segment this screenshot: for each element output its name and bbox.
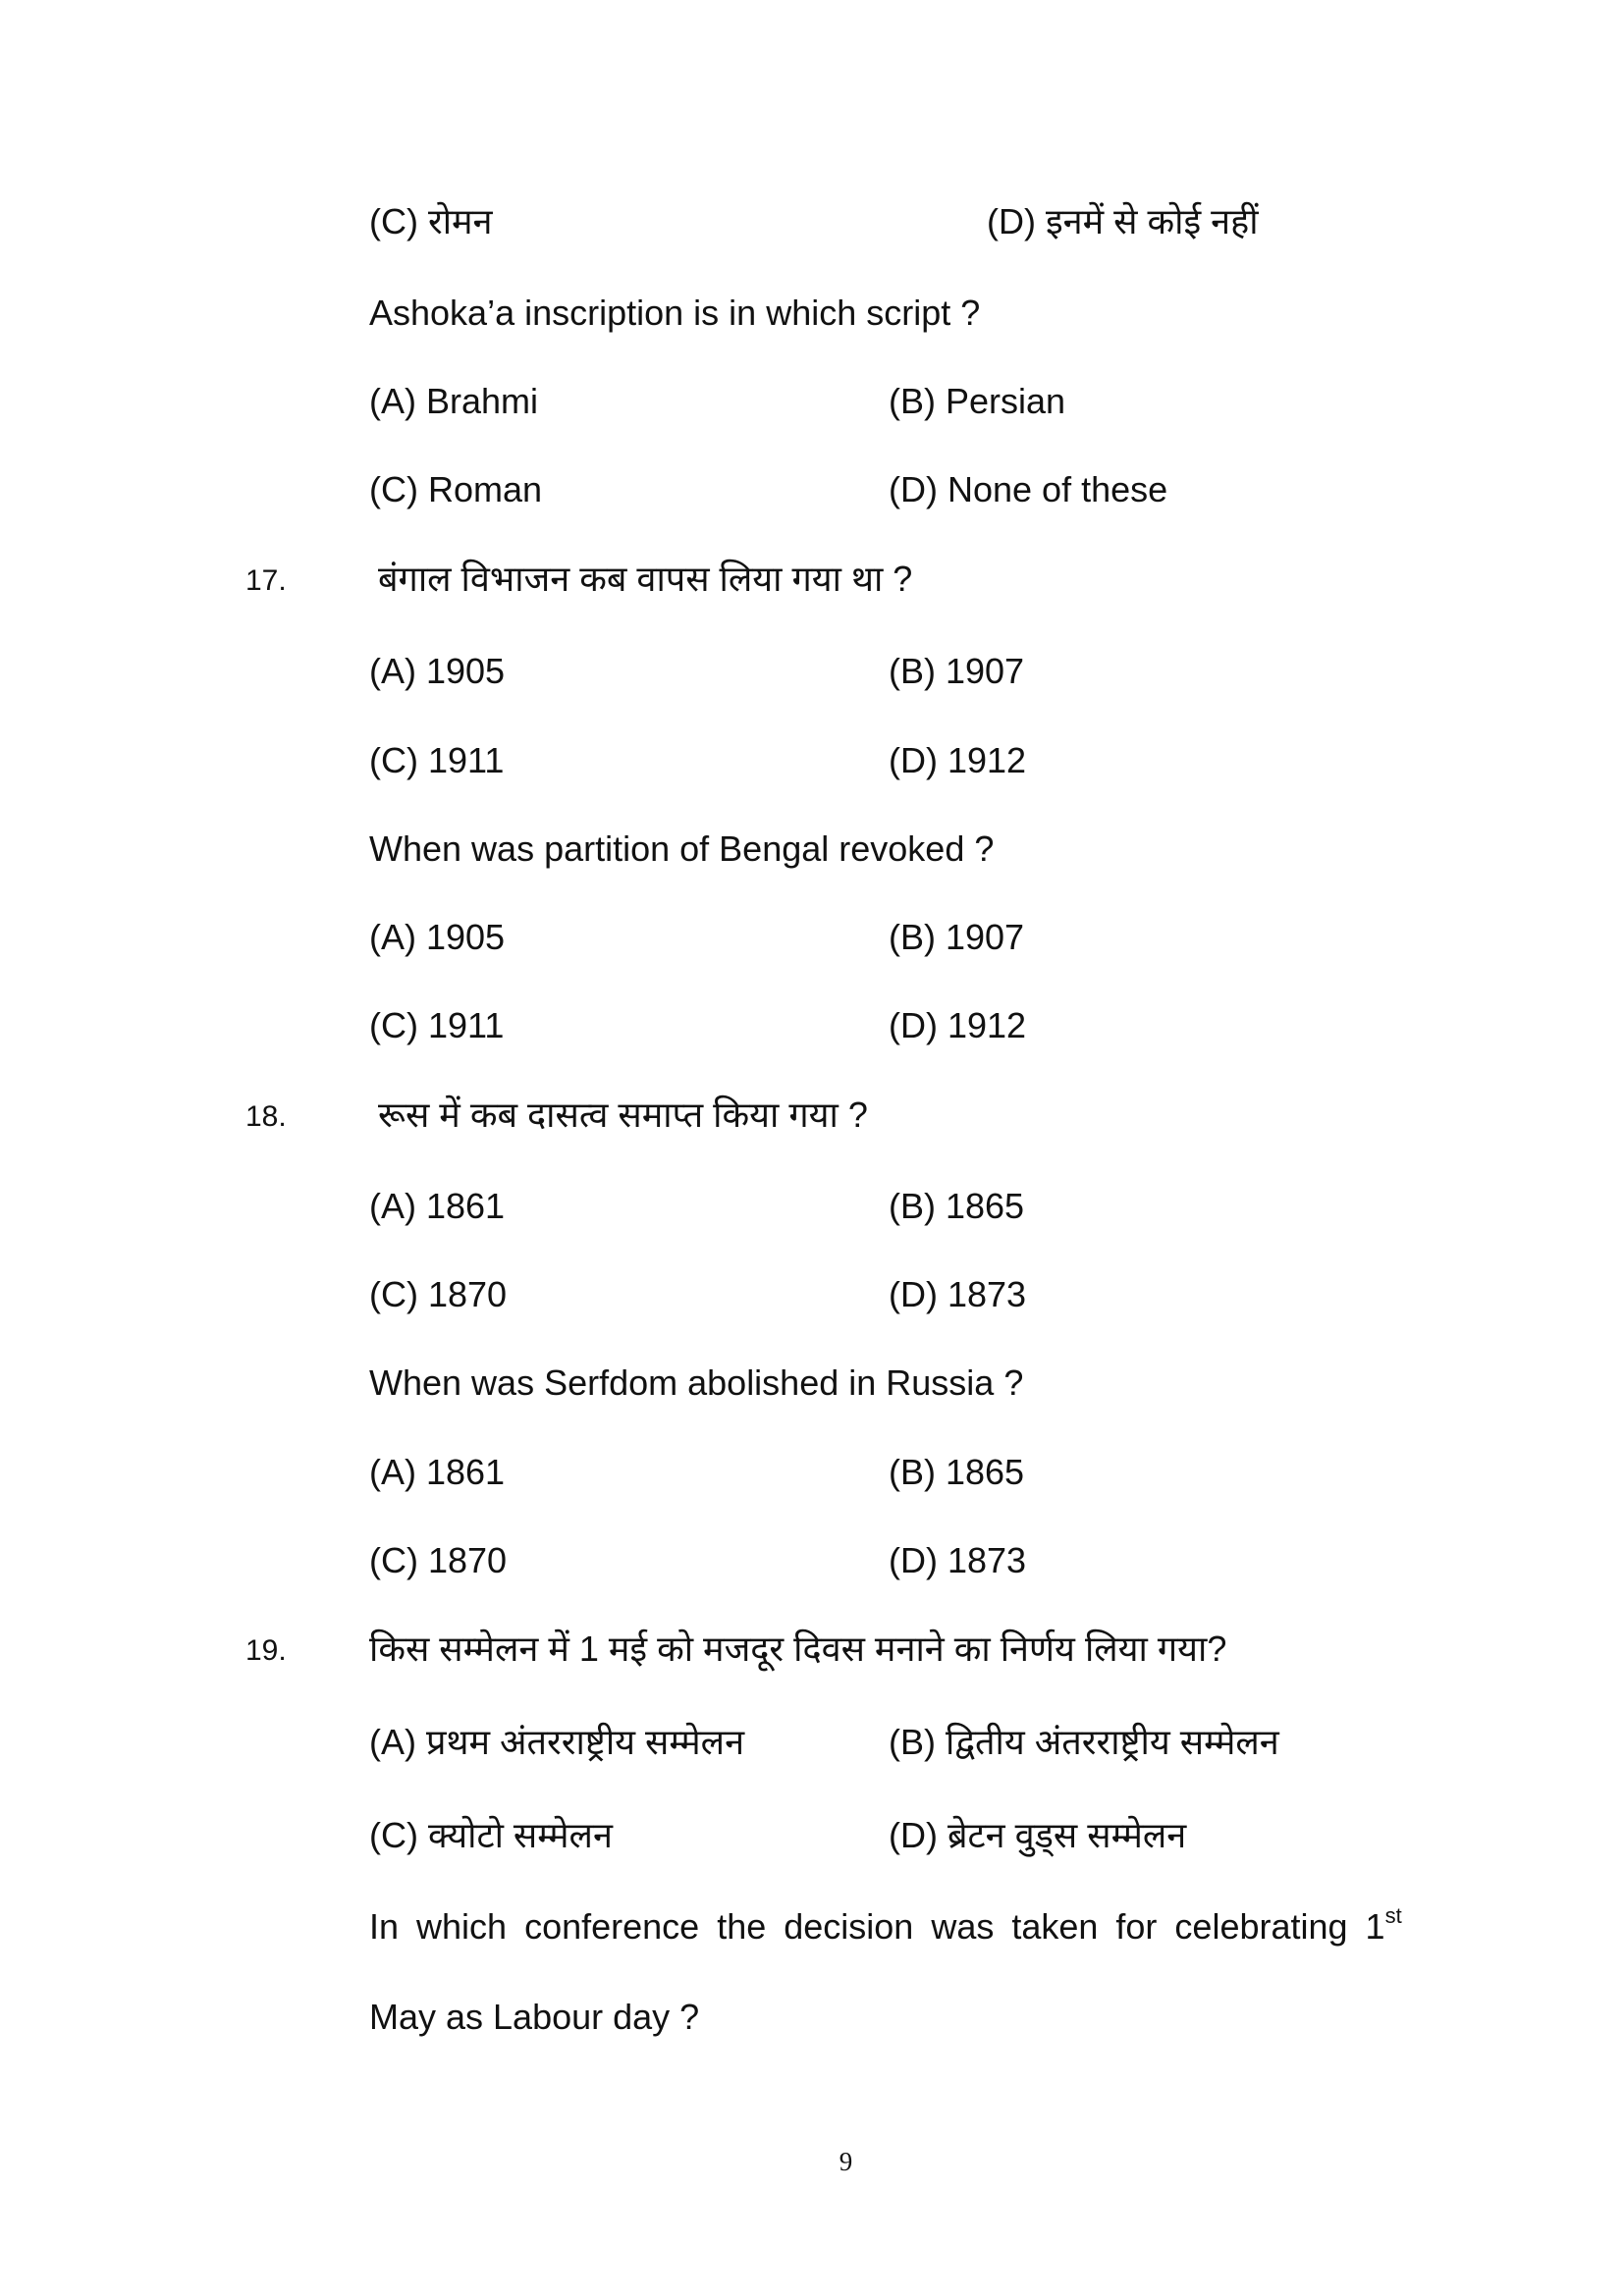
q19-hi-option-d: (D) ब्रेटन वुड्स सम्मेलन xyxy=(889,1815,1187,1855)
q18-number: 18. xyxy=(245,1100,287,1133)
q17-en-option-c: (C) 1911 xyxy=(369,1005,505,1045)
q16-hi-option-d: (D) इनमें से कोई नहीं xyxy=(987,201,1259,241)
q18-hi-option-b: (B) 1865 xyxy=(889,1186,1025,1226)
page-number: 9 xyxy=(839,2147,853,2176)
q19-en-question-line2: May as Labour day ? xyxy=(369,1997,700,2037)
q18-en-option-b: (B) 1865 xyxy=(889,1452,1025,1492)
q16-en-option-d: (D) None of these xyxy=(889,469,1168,509)
q16-en-option-a: (A) Brahmi xyxy=(369,381,539,421)
q18-hi-option-a: (A) 1861 xyxy=(369,1186,506,1226)
q17-hi-question: बंगाल विभाजन कब वापस लिया गया था ? xyxy=(378,559,913,599)
q19-hi-option-a: (A) प्रथम अंतरराष्ट्रीय सम्मेलन xyxy=(369,1722,745,1762)
q17-hi-option-d: (D) 1912 xyxy=(889,740,1027,780)
q17-number: 17. xyxy=(245,564,287,597)
q18-hi-option-d: (D) 1873 xyxy=(889,1274,1027,1314)
q17-en-question: When was partition of Bengal revoked ? xyxy=(369,828,995,869)
q17-en-option-d: (D) 1912 xyxy=(889,1005,1027,1045)
q19-hi-question: किस सम्मेलन में 1 मई को मजदूर दिवस मनाने का निर्णय लिया गया? xyxy=(369,1629,1227,1669)
q17-en-option-a: (A) 1905 xyxy=(369,917,506,957)
q16-hi-option-c: (C) रोमन xyxy=(369,201,493,241)
q18-hi-option-c: (C) 1870 xyxy=(369,1274,508,1314)
q19-hi-option-b: (B) द्वितीय अंतरराष्ट्रीय सम्मेलन xyxy=(889,1722,1279,1762)
q17-hi-option-b: (B) 1907 xyxy=(889,651,1025,691)
q18-hi-question: रूस में कब दासत्व समाप्त किया गया ? xyxy=(378,1095,868,1135)
q19-number: 19. xyxy=(245,1634,287,1667)
q18-en-option-a: (A) 1861 xyxy=(369,1452,506,1492)
q19-hi-option-c: (C) क्योटो सम्मेलन xyxy=(369,1815,613,1855)
q16-en-question: Ashoka’a inscription is in which script ? xyxy=(369,293,981,333)
q18-en-question: When was Serfdom abolished in Russia ? xyxy=(369,1362,1024,1403)
q17-en-option-b: (B) 1907 xyxy=(889,917,1025,957)
q18-en-option-c: (C) 1870 xyxy=(369,1540,508,1580)
q17-hi-option-a: (A) 1905 xyxy=(369,651,506,691)
q16-en-option-b: (B) Persian xyxy=(889,381,1066,421)
q16-en-option-c: (C) Roman xyxy=(369,469,543,509)
q19-en-question-line1 xyxy=(369,1903,1402,1947)
q18-en-option-d: (D) 1873 xyxy=(889,1540,1027,1580)
q19-en-question-text: In which conference the decision was taken for celebrating 1 xyxy=(369,1906,1385,1947)
q17-hi-option-c: (C) 1911 xyxy=(369,740,505,780)
ordinal-suffix: st xyxy=(1384,1903,1402,1928)
